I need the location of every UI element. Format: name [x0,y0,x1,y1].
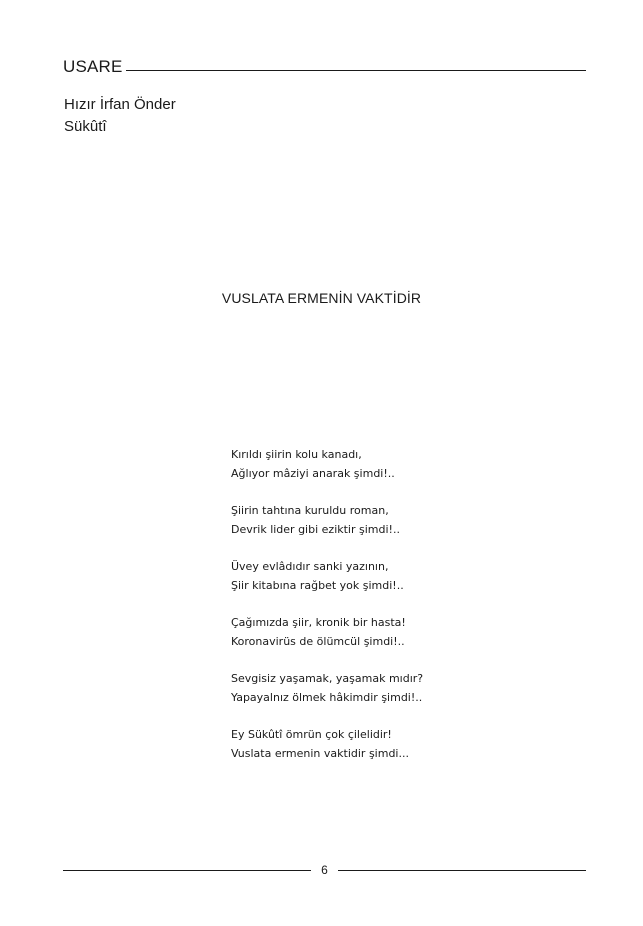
poem-line: Ey Sükûtî ömrün çok çilelidir! [231,728,392,741]
stanza [231,725,423,763]
poem-line: Koronavirüs de ölümcül şimdi!.. [231,635,405,648]
journal-name: USARE [63,57,123,76]
footer-rule-right [338,870,586,871]
footer-rule-left [63,870,311,871]
poem-title: VUSLATA ERMENİN VAKTİDİR [221,290,422,306]
poem-body [231,445,423,781]
page-header [63,55,586,75]
author-pen-name: Sükûtî [64,118,107,135]
poem-line: Yapayalnız ölmek hâkimdir şimdi!.. [231,691,423,704]
author-block [64,94,176,138]
stanza [231,557,423,595]
poem-line: Sevgisiz yaşamak, yaşamak mıdır? [231,672,424,685]
stanza [231,501,423,539]
poem-line: Devrik lider gibi eziktir şimdi!.. [231,523,400,536]
stanza [231,613,423,651]
poem-line: Üvey evlâdıdır sanki yazının, [231,560,389,573]
stanza [231,445,423,483]
page-footer [63,862,586,878]
poem-line: Çağımızda şiir, kronik bir hasta! [231,616,406,629]
stanza [231,669,423,707]
poem-line: Ağlıyor mâziyi anarak şimdi!.. [231,467,395,480]
poem-line: Şiir kitabına rağbet yok şimdi!.. [231,579,404,592]
header-rule [126,70,586,71]
page-number: 6 [321,863,328,877]
poem-line: Vuslata ermenin vaktidir şimdi... [231,747,409,760]
author-name: Hızır İrfan Önder [64,96,176,113]
poem-line: Kırıldı şiirin kolu kanadı, [231,448,362,461]
poem-line: Şiirin tahtına kuruldu roman, [231,504,389,517]
